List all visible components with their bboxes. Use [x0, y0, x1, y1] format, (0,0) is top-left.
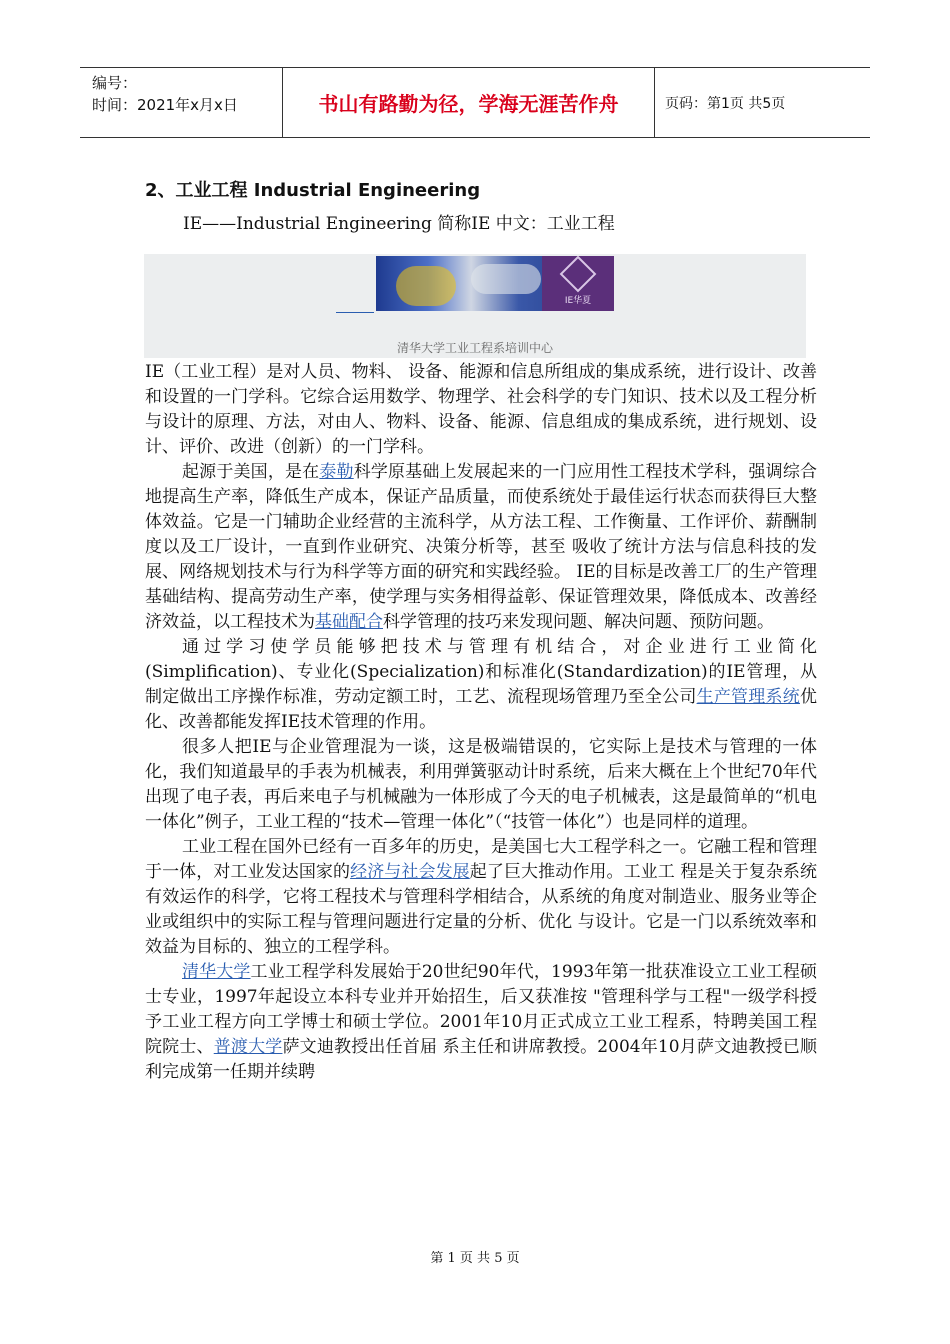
link-taylor[interactable]: 泰勒 — [319, 462, 354, 482]
code-label: 编号： — [92, 74, 138, 92]
link-tsinghua[interactable]: 清华大学 — [182, 962, 251, 982]
paragraph-5 — [145, 835, 817, 960]
section-subheading: IE——Industrial Engineering 简称IE 中文：工业工程 — [183, 214, 615, 234]
image-detail — [471, 264, 541, 294]
text-span: 科学管理的技巧来发现问题、解决问题、预防问题。 — [383, 612, 774, 632]
text-span: 工业工程在国外已经有一百多年的历史，是美国七大工程学科之一。它融工程和管理于一体，对工业发达国家的 — [145, 837, 817, 882]
header-meta-cell — [80, 68, 283, 137]
link-economy[interactable]: 经济与社会发展 — [350, 862, 470, 882]
diamond-icon — [560, 256, 597, 292]
banner-image[interactable] — [376, 256, 614, 311]
motto: 书山有路勤为径，学海无涯苦作舟 — [283, 68, 655, 137]
text-span: 萨文迪教授出任首届 系主任和讲席教授。2004年10月萨文迪教授已顺利完成第一任期并续聘 — [145, 1037, 818, 1082]
paragraph-6 — [145, 960, 817, 1085]
figure — [144, 254, 806, 358]
page-label: 页码：第1页 共5页 — [665, 95, 786, 112]
logo-text: IE华夏 — [564, 296, 592, 306]
logo — [542, 256, 614, 311]
link-production-system[interactable]: 生产管理系统 — [696, 687, 800, 707]
image-link[interactable] — [336, 312, 374, 313]
paragraph-4: 很多人把IE与企业管理混为一谈，这是极端错误的，它实际上是技术与管理的一体化，我们知道最早的手表为机械表，利用弹簧驱动计时系统，后来大概在上个世纪70年代出现了电子表，再后来电子与机械融为一体形成了今天的电子机械表，这是最简单的“机电一体化”例子，工业工程的“技术—管理一体化”（“技管一体化”）也是同样的道理。 — [145, 737, 817, 832]
text-span: 通过学习使学员能够把技术与管理有机结合，对企业进行工业简化(Simplification)、专业化(Specialization)和标准化(Standardization)的IE管理，从制定做出工序操作标准，劳动定额工时，工艺、流程现场管理乃至全公司 — [145, 637, 817, 707]
section-heading: 2、工业工程 Industrial Engineering — [145, 180, 481, 201]
text-span: 优化、改善都能发挥IE技术管理的作用。 — [145, 687, 817, 732]
text-span: 起了巨大推动作用。工业工 程是关于复杂系统有效运作的科学，它将工程技术与管理科学相结合，从系统的角度对制造业、服务业等企业或组织中的实际工程与管理问题进行定量的分析、优化 与设计。它是一门以系统效率和效益为目标的、独立的工程学科。 — [145, 862, 818, 957]
image-detail — [396, 266, 456, 306]
text-span: 起源于美国，是在 — [182, 462, 320, 482]
body-text — [145, 360, 817, 1085]
text-span: 科学原基础上发展起来的一门应用性工程技术学科，强调综合地提高生产率，降低生产成本，保证产品质量，而使系统处于最佳运行状态而获得巨大整体效益。它是一门辅助企业经营的主流科学，从方法工程、工作衡量、工作评价、薪酬制度以及工厂设计，一直到作业研究、决策分析等，甚至 吸收了统计方法与信息科技的发展、网络规划技术与行为科学等方面的研究和实践经验。 IE的目标是改善工厂的生产管理基础结构、提高劳动生产率，使学理与实务相得益彰、保证管理效果，降低成本、改善经济效益，以工程技术为 — [145, 462, 818, 632]
figure-caption: 清华大学工业工程系培训中心 — [396, 341, 553, 355]
page-footer: 第 1 页 共 5 页 — [430, 1251, 520, 1266]
link-purdue[interactable]: 普渡大学 — [213, 1037, 283, 1057]
paragraph-2 — [145, 460, 817, 635]
link-foundation[interactable]: 基础配合 — [315, 612, 383, 632]
text-span: 工业工程学科发展始于20世纪90年代，1993年第一批获准设立工业工程硕士专业，1997年起设立本科专业并开始招生，后又获准按 "管理科学与工程"一级学科授予工业工程方向工学博士和硕士学位。2001年10月正式成立工业工程系，特聘美国工程院院士、 — [145, 962, 818, 1057]
header-table — [80, 67, 870, 138]
paragraph-3 — [145, 635, 817, 735]
date-label: 时间：2021年x月x日 — [92, 96, 238, 114]
paragraph-1: IE（工业工程）是对人员、物料、 设备、能源和信息所组成的集成系统，进行设计、改善和设置的一门学科。它综合运用数学、物理学、社会科学的专门知识、技术以及工程分析与设计的原理、方法，对由人、物料、设备、能源、信息组成的集成系统，进行规划、设计、评价、改进（创新）的一门学科。 — [145, 362, 817, 457]
